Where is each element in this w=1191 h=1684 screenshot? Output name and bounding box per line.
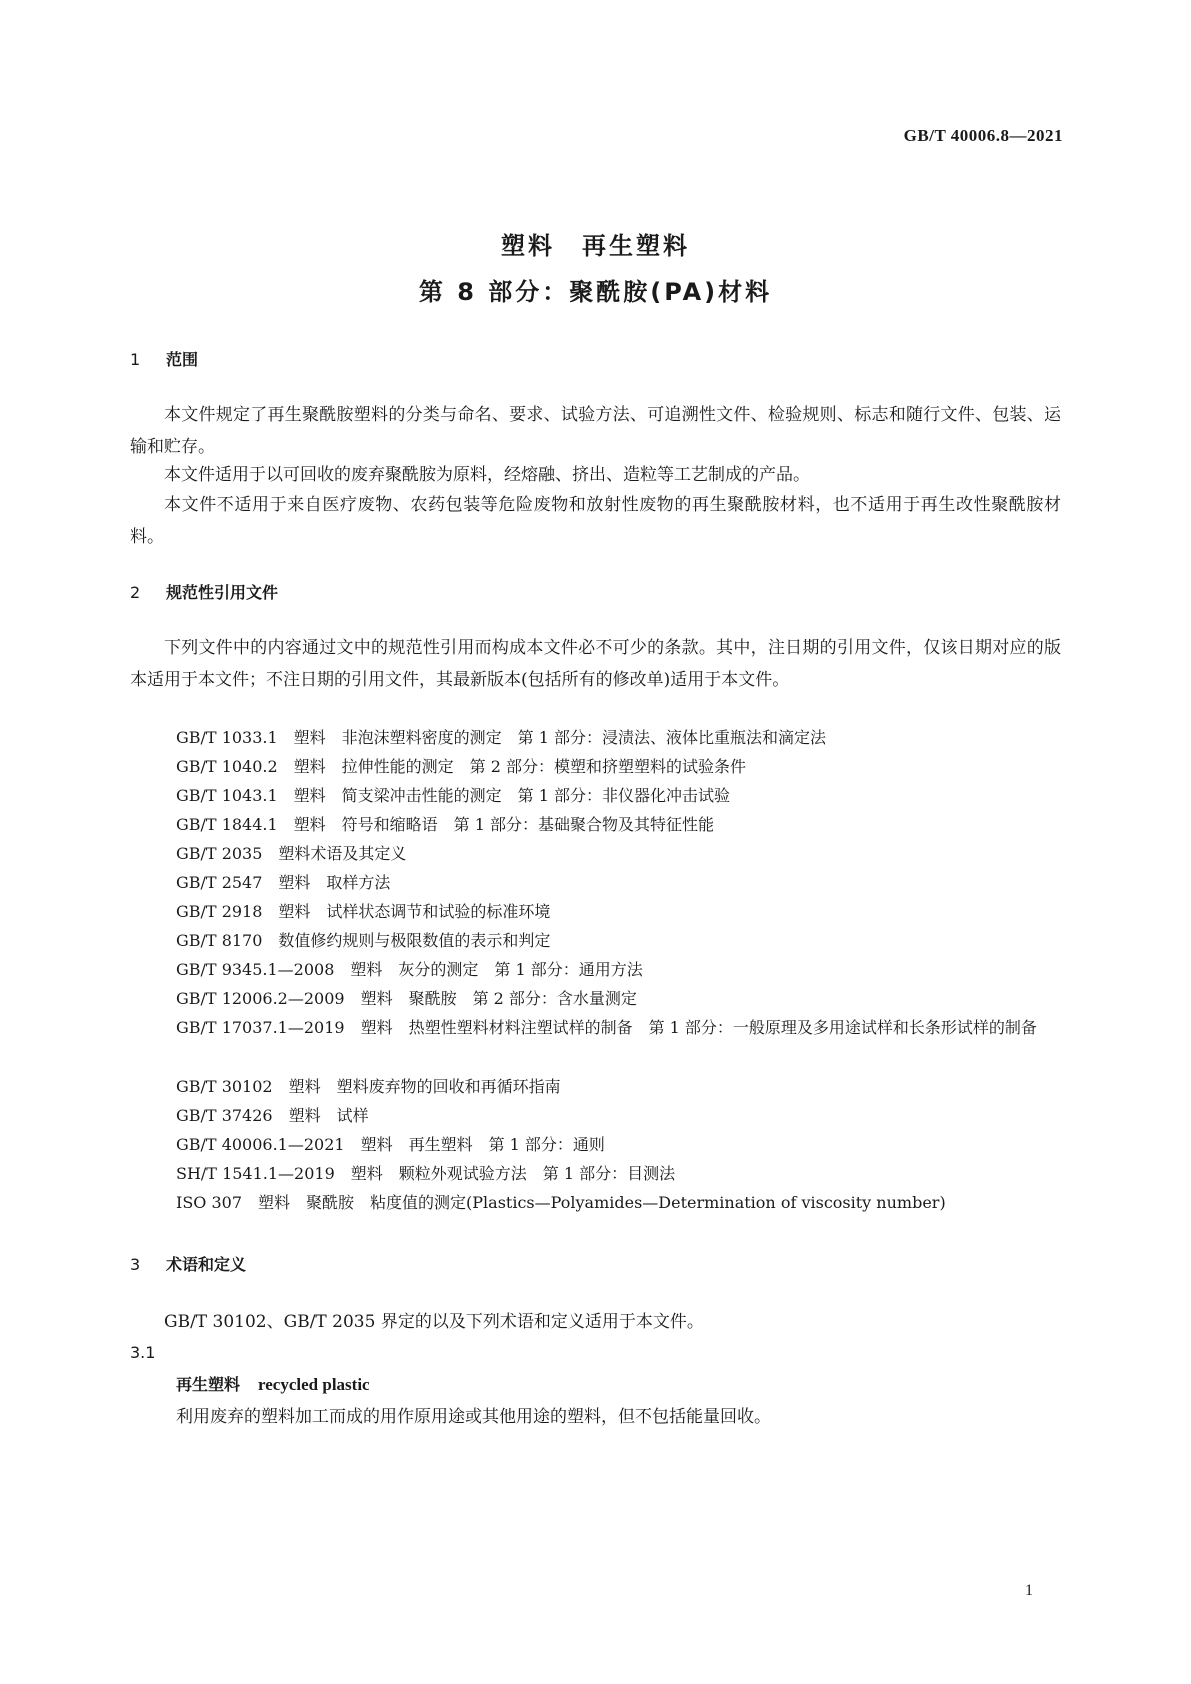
reference-item: GB/T 8170 数值修约规则与极限数值的表示和判定 xyxy=(176,931,551,950)
terms-intro: GB/T 30102、GB/T 2035 界定的以及下列术语和定义适用于本文件。 xyxy=(164,1312,704,1332)
reference-item: GB/T 9345.1—2008 塑料 灰分的测定 第 1 部分：通用方法 xyxy=(176,960,643,979)
document-title-line1: 塑料 再生塑料 xyxy=(501,232,690,260)
reference-item: GB/T 1844.1 塑料 符号和缩略语 第 1 部分：基础聚合物及其特征性能 xyxy=(176,815,715,834)
section-title: 规范性引用文件 xyxy=(166,583,279,602)
term-chinese: 再生塑料 xyxy=(176,1375,241,1394)
reference-item: GB/T 1043.1 塑料 简支梁冲击性能的测定 第 1 部分：非仪器化冲击试验 xyxy=(176,786,731,805)
references-intro: 下列文件中的内容通过文中的规范性引用而构成本文件必不可少的条款。其中，注日期的引用文件，仅该日期对应的版本适用于本文件；不注日期的引用文件，其最新版本(包括所有的修改单)适用于本文件。 xyxy=(130,638,1061,690)
section-number: 3 xyxy=(130,1255,141,1274)
reference-item: GB/T 30102 塑料 塑料废弃物的回收和再循环指南 xyxy=(176,1077,561,1096)
section-title: 范围 xyxy=(166,350,199,369)
reference-item: GB/T 37426 塑料 试样 xyxy=(176,1106,369,1125)
reference-item: GB/T 1033.1 塑料 非泡沫塑料密度的测定 第 1 部分：浸渍法、液体比重瓶法和滴定法 xyxy=(176,728,827,747)
section-3-heading xyxy=(130,1252,246,1275)
page-number: 1 xyxy=(1025,1582,1033,1599)
reference-item: SH/T 1541.1—2019 塑料 颗粒外观试验方法 第 1 部分：目测法 xyxy=(176,1164,676,1183)
scope-paragraph-3: 本文件不适用于来自医疗废物、农药包装等危险废物和放射性废物的再生聚酰胺材料，也不适用于再生改性聚酰胺材料。 xyxy=(130,495,1061,547)
section-1-heading xyxy=(130,347,198,370)
reference-item: GB/T 12006.2—2009 塑料 聚酰胺 第 2 部分：含水量测定 xyxy=(176,989,637,1008)
reference-item: GB/T 40006.1—2021 塑料 再生塑料 第 1 部分：通则 xyxy=(176,1135,605,1154)
scope-paragraph-2: 本文件适用于以可回收的废弃聚酰胺为原料，经熔融、挤出、造粒等工艺制成的产品。 xyxy=(164,465,810,485)
reference-item: ISO 307 塑料 聚酰胺 粘度值的测定(Plastics—Polyamides—Determination of viscosity number) xyxy=(176,1193,946,1212)
document-title-line2: 第 8 部分：聚酰胺(PA)材料 xyxy=(418,278,773,306)
term-number: 3.1 xyxy=(130,1343,156,1362)
scope-paragraph-1: 本文件规定了再生聚酰胺塑料的分类与命名、要求、试验方法、可追溯性文件、检验规则、标志和随行文件、包装、运输和贮存。 xyxy=(130,405,1061,457)
standard-code: GB/T 40006.8—2021 xyxy=(903,126,1063,145)
section-number: 1 xyxy=(130,350,141,369)
reference-item: GB/T 1040.2 塑料 拉伸性能的测定 第 2 部分：模塑和挤塑塑料的试验条件 xyxy=(176,757,747,776)
reference-item: GB/T 2547 塑料 取样方法 xyxy=(176,873,391,892)
term-heading xyxy=(176,1372,370,1395)
reference-item: GB/T 2035 塑料术语及其定义 xyxy=(176,844,407,863)
term-definition: 利用废弃的塑料加工而成的用作原用途或其他用途的塑料，但不包括能量回收。 xyxy=(176,1407,771,1427)
term-english: recycled plastic xyxy=(258,1375,370,1394)
reference-item: GB/T 17037.1—2019 塑料 热塑性塑料材料注塑试样的制备 第 1 部分：一般原理及多用途试样和长条形试样的制备 xyxy=(176,1018,1037,1037)
section-2-heading xyxy=(130,580,278,603)
section-title: 术语和定义 xyxy=(166,1255,247,1274)
section-number: 2 xyxy=(130,583,141,602)
reference-item: GB/T 2918 塑料 试样状态调节和试验的标准环境 xyxy=(176,902,551,921)
